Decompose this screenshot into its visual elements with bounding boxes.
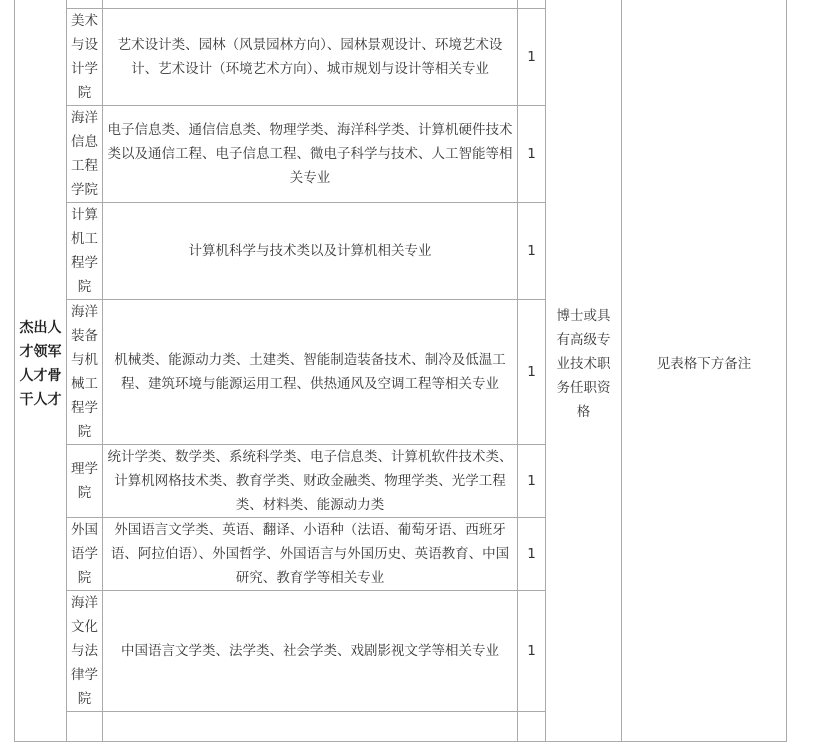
college-cell: 海洋文化与法律学院 bbox=[67, 591, 103, 712]
major-cell bbox=[103, 0, 518, 9]
major-cell: 机械类、能源动力类、土建类、智能制造装备技术、制冷及低温工程、建筑环境与能源运用工程、供热通风及空调工程等相关专业 bbox=[103, 300, 518, 445]
major-cell: 统计学类、数学类、系统科学类、电子信息类、计算机软件技术类、计算机网格技术类、教育学类、财政金融类、物理学类、光学工程类、材料类、能源动力类 bbox=[103, 445, 518, 518]
college-cell bbox=[67, 712, 103, 742]
college-cell bbox=[67, 0, 103, 9]
note-cell: 见表格下方备注 bbox=[622, 0, 787, 742]
major-cell: 外国语言文学类、英语、翻译、小语种（法语、葡萄牙语、西班牙语、阿拉伯语）、外国哲学、外国语言与外国历史、英语教育、中国研究、教育学等相关专业 bbox=[103, 518, 518, 591]
college-cell: 海洋信息工程学院 bbox=[67, 106, 103, 203]
college-cell: 计算机工程学院 bbox=[67, 203, 103, 300]
college-cell: 海洋装备与机械工程学院 bbox=[67, 300, 103, 445]
count-cell bbox=[518, 712, 546, 742]
recruitment-table bbox=[14, 0, 787, 742]
count-cell: 1 bbox=[518, 300, 546, 445]
count-cell: 1 bbox=[518, 9, 546, 106]
category-cell: 杰出人才领军人才骨干人才 bbox=[15, 0, 67, 742]
major-cell: 电子信息类、通信信息类、物理学类、海洋科学类、计算机硬件技术类以及通信工程、电子信息工程、微电子科学与技术、人工智能等相关专业 bbox=[103, 106, 518, 203]
major-cell: 中国语言文学类、法学类、社会学类、戏剧影视文学等相关专业 bbox=[103, 591, 518, 712]
major-cell: 计算机科学与技术类以及计算机相关专业 bbox=[103, 203, 518, 300]
count-cell: 1 bbox=[518, 445, 546, 518]
college-cell: 外国语学院 bbox=[67, 518, 103, 591]
college-cell: 理学院 bbox=[67, 445, 103, 518]
major-cell bbox=[103, 712, 518, 742]
major-cell: 艺术设计类、园林（风景园林方向）、园林景观设计、环境艺术设计、艺术设计（环境艺术方向）、城市规划与设计等相关专业 bbox=[103, 9, 518, 106]
count-cell: 1 bbox=[518, 591, 546, 712]
college-cell: 美术与设计学院 bbox=[67, 9, 103, 106]
table-row bbox=[15, 0, 787, 9]
count-cell bbox=[518, 0, 546, 9]
count-cell: 1 bbox=[518, 106, 546, 203]
qualification-cell: 博士或具有高级专业技术职务任职资格 bbox=[546, 0, 622, 742]
count-cell: 1 bbox=[518, 203, 546, 300]
count-cell: 1 bbox=[518, 518, 546, 591]
